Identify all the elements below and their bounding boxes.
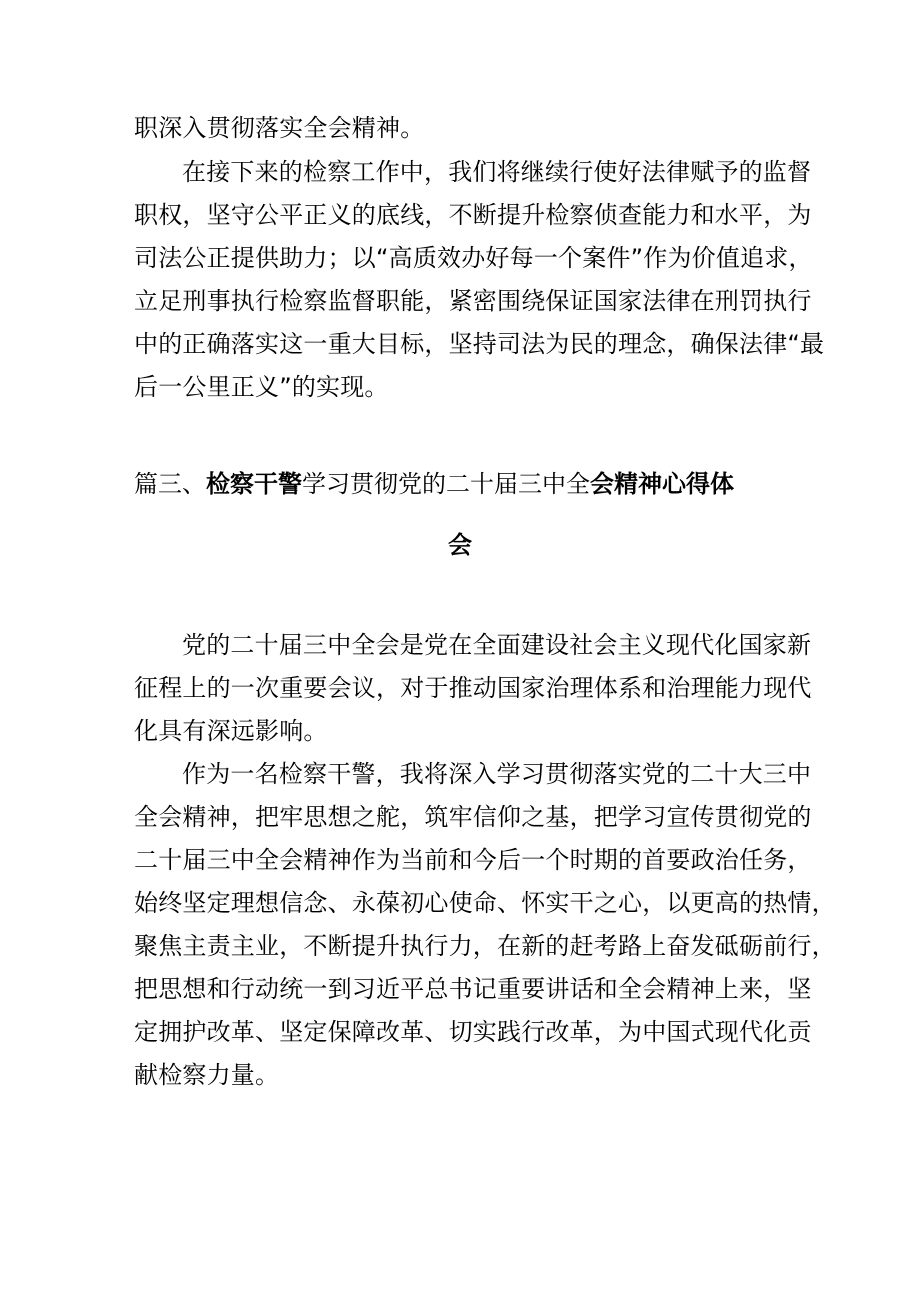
paragraph-line: 献检察力量。 xyxy=(134,1061,280,1089)
heading-bold-tail: 会精神心得体 xyxy=(590,470,734,498)
paragraph-line: 全会精神，把牢思想之舵，筑牢信仰之基，把学习宣传贯彻党的 xyxy=(134,803,812,831)
paragraph-line: 化具有深远影响。 xyxy=(134,717,328,745)
paragraph-line: 在接下来的检察工作中，我们将继续行使好法律赋予的监督 xyxy=(182,158,812,186)
paragraph-line: 后一公里正义”的实现。 xyxy=(134,373,389,401)
paragraph-line: 定拥护改革、坚定保障改革、切实践行改革，为中国式现代化贡 xyxy=(134,1018,812,1046)
paragraph-line: 把思想和行动统一到习近平总书记重要讲话和全会精神上来，坚 xyxy=(134,975,812,1003)
paragraph-line: 二十届三中全会精神作为当前和今后一个时期的首要政治任务， xyxy=(134,846,812,874)
heading-middle: 学习贯彻党的二十届三中全 xyxy=(302,470,590,498)
paragraph-line: 始终坚定理想信念、永葆初心使命、怀实干之心，以更高的热情， xyxy=(134,889,836,917)
paragraph-line: 司法公正提供助力；以“高质效办好每一个案件”作为价值追求， xyxy=(134,244,813,272)
section-heading-continuation: 会 xyxy=(448,531,472,559)
paragraph-line: 党的二十届三中全会是党在全面建设社会主义现代化国家新 xyxy=(182,631,812,659)
heading-prefix: 篇三、 xyxy=(134,470,206,498)
paragraph-line: 职深入贯彻落实全会精神。 xyxy=(134,114,425,142)
paragraph-line: 职权，坚守公平正义的底线，不断提升检察侦查能力和水平，为 xyxy=(134,201,812,229)
paragraph-line: 作为一名检察干警，我将深入学习贯彻落实党的二十大三中 xyxy=(182,760,812,788)
section-heading xyxy=(134,463,734,506)
paragraph-line: 立足刑事执行检察监督职能，紧密围绕保证国家法律在刑罚执行 xyxy=(134,287,812,315)
paragraph-line: 中的正确落实这一重大目标，坚持司法为民的理念，确保法律“最 xyxy=(134,330,825,358)
paragraph-line: 征程上的一次重要会议，对于推动国家治理体系和治理能力现代 xyxy=(134,674,812,702)
paragraph-line: 聚焦主责主业，不断提升执行力，在新的赶考路上奋发砥砺前行， xyxy=(134,932,836,960)
heading-bold-part: 检察干警 xyxy=(206,470,302,498)
